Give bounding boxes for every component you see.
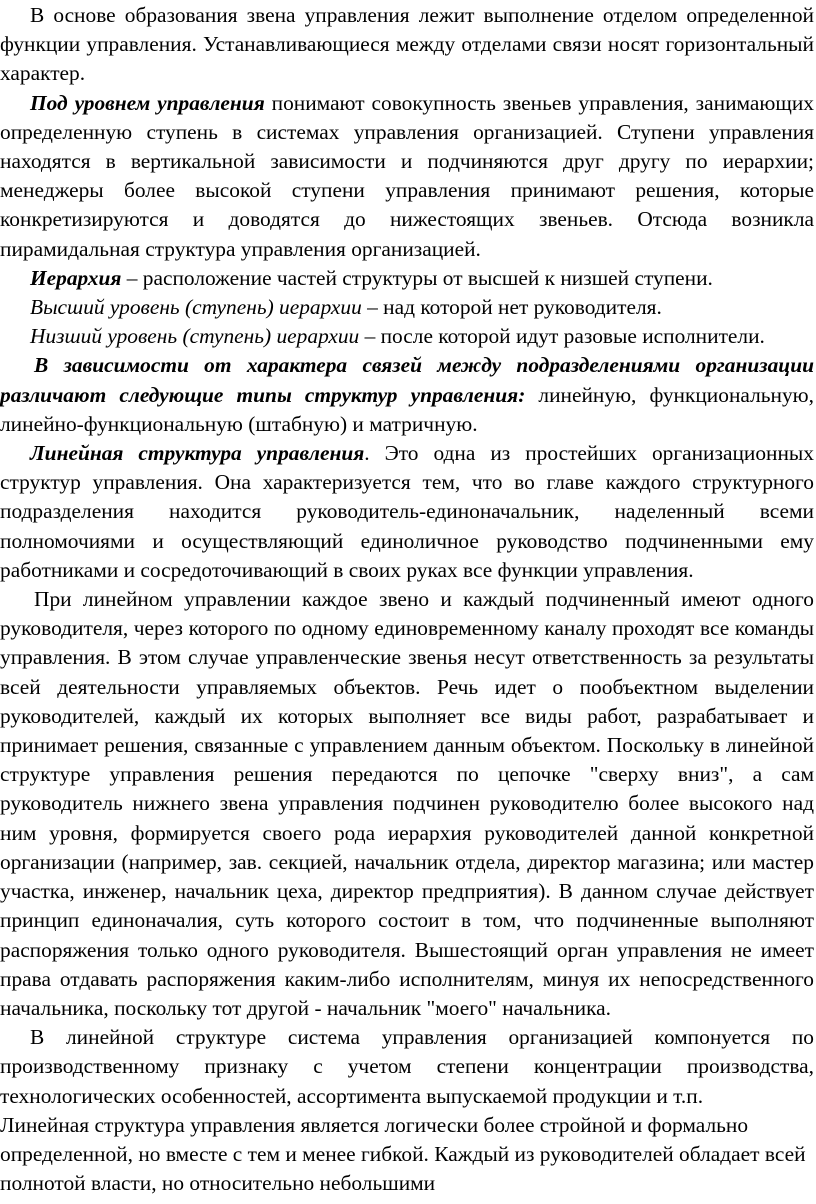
paragraph-structure-types [0,351,814,439]
paragraph-linear-structure [0,439,814,585]
definition-bottom-level: – после которой идут разовые исполнители. [359,324,765,349]
definition-hierarchy: – расположение частей структуры от высшей к низшей ступени. [121,265,713,290]
term-hierarchy: Иерархия [30,265,122,290]
definition-linear-structure: . Это одна из простейших организационных структур управления. Она характеризуется тем, что во главе каждого структурного подразделения находится руководитель-единоначальник, наделенный всеми полномочиями и осуществляющий единоличное руководство подчиненными ему работниками и сосредоточивающий в своих руках все функции управления. [0,441,814,582]
paragraph-hierarchy [0,264,814,293]
term-linear-structure: Линейная структура управления [30,441,365,466]
paragraph-bottom-level [0,322,814,351]
definition-management-level: понимают совокупность звеньев управления, занимающих определенную ступень в системах управления организацией. Ступени управления находятся в вертикальной зависимости и подчиняются друг другу по иерархии; менеджеры более высокой ступени управления принимают решения, которые конкретизируются и доводятся до нижестоящих звеньев. Отсюда возникла пирамидальная структура управления организацией. [0,90,814,261]
definition-structure-types: линейную, функциональную, линейно-функциональную (штабную) и матричную. [0,382,814,436]
paragraph-link-formation: В основе образования звена управления лежит выполнение отделом определенной функции управления. Устанавливающиеся между отделами связи носят горизонтальный характер. [0,3,814,86]
paragraph-linear-management: При линейном управлении каждое звено и каждый подчиненный имеют одного руководителя, через которого по одному единовременному каналу проходят все команды управления. В этом случае управленческие звенья несут ответственность за результаты всей деятельности управляемых объектов. Речь идет о пообъектном выделении руководителей, каждый их которых выполняет все виды работ, разрабатывает и принимает решения, связанные с управлением данным объектом. Поскольку в линейной структуре управления решения передаются по цепочке "сверху вниз", а сам руководитель нижнего звена управления подчинен руководителю более высокого над ним уровня, формируется своего рода иерархия руководителей данной конкретной организации (например, зав. секцией, начальник отдела, директор магазина; или мастер участка, инженер, начальник цеха, директор предприятия). В данном случае действует принцип единоначалия, суть которого состоит в том, что подчиненные выполняют распоряжения только одного руководителя. Вышестоящий орган управления не имеет права отдавать распоряжения каким-либо исполнителям, минуя их непосредственного начальника, поскольку тот другой - начальник "моего" начальника. [0,587,814,1020]
definition-top-level: – над которой нет руководителя. [361,295,662,320]
paragraph-management-level [0,89,814,264]
term-structure-types: В зависимости от характера связей между подразделениями организации различают следующие типы структур управления: [0,353,814,407]
paragraph-top-level [0,293,814,322]
term-management-level: Под уровнем управления [30,90,265,115]
paragraph-linear-system: В линейной структуре система управления организацией компонуется по производственному признаку с учетом степени концентрации производства, технологических особенностей, ассортимента выпускаемой продукции и т.п. [0,1025,814,1108]
term-top-level: Высший уровень (ступень) иерархии [30,295,362,320]
paragraph-linear-evaluation: Линейная структура управления является логически более стройной и формально определенной, но вместе с тем и менее гибкой. Каждый из руководителей обладает всей полнотой власти, но относительно небольшими [0,1112,806,1196]
term-bottom-level: Низший уровень (ступень) иерархии [30,324,360,349]
